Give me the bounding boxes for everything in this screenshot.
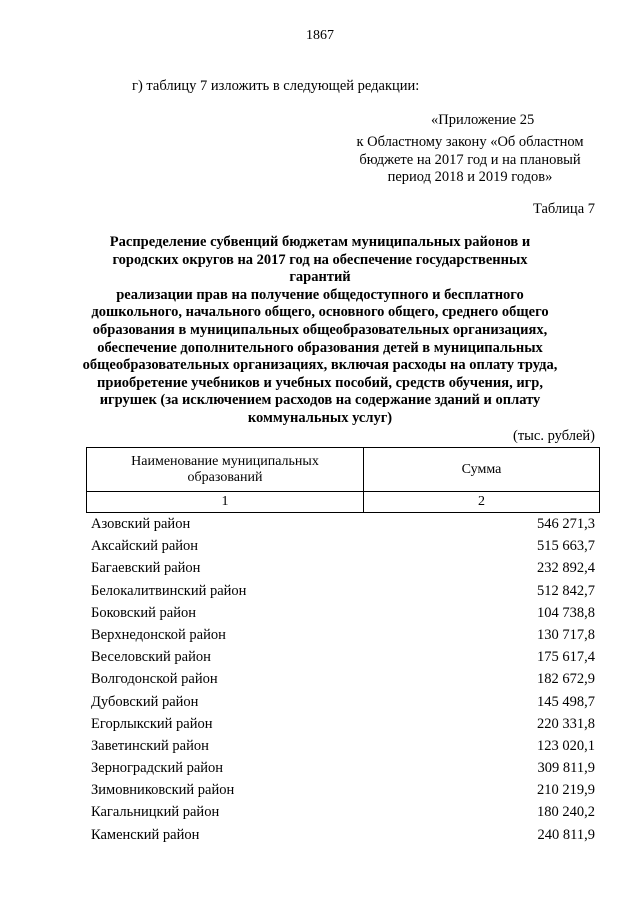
table-row [91, 649, 595, 671]
heading-line: общеобразовательных организациях, включая расходы на оплату труда, [82, 357, 558, 374]
municipality-name: Егорлыкский район [91, 715, 213, 732]
municipality-name: Зимовниковский район [91, 782, 235, 799]
municipality-name: Верхнедонской район [91, 626, 226, 643]
amount: 309 811,9 [537, 760, 595, 777]
table-row [91, 782, 595, 804]
municipality-name: Веселовский район [91, 649, 211, 666]
municipality-name: Белокалитвинский район [91, 582, 247, 599]
column-header-name [87, 448, 364, 492]
municipality-name: Каменский район [91, 826, 200, 843]
table-body [91, 516, 595, 849]
municipality-name: Зерноградский район [91, 760, 224, 777]
column-header-name-line: Наименование муниципальных [131, 453, 319, 469]
municipality-name: Багаевский район [91, 560, 201, 577]
column-number-2: 2 [364, 492, 600, 513]
heading-line: обеспечение дополнительного образования детей в муниципальных [97, 339, 543, 356]
table-heading [82, 234, 558, 428]
units-label: (тыс. рублей) [513, 428, 595, 444]
appendix-subtitle-line: к Областному закону «Об областном [356, 134, 584, 150]
heading-line: коммунальных услуг) [247, 409, 393, 426]
page-number: 1867 [306, 28, 334, 43]
heading-line: реализации прав на получение общедоступного и бесплатного [116, 286, 524, 303]
heading-line: приобретение учебников и учебных пособий, средств обучения, игр, [97, 374, 543, 391]
amount: 546 271,3 [537, 516, 595, 532]
table-row [91, 760, 595, 782]
heading-line: игрушек (за исключением расходов на содержание зданий и оплату [99, 392, 541, 409]
amount: 130 717,8 [537, 626, 595, 643]
appendix-subtitle-line: бюджете на 2017 год и на плановый [359, 151, 581, 168]
amount: 220 331,8 [537, 715, 595, 732]
municipality-name: Волгодонской район [91, 671, 218, 688]
table-row [91, 671, 595, 693]
amount: 123 020,1 [537, 737, 595, 754]
amount: 232 892,4 [537, 560, 595, 577]
table-row [91, 583, 595, 605]
amount: 145 498,7 [537, 693, 595, 710]
municipality-name: Дубовский район [91, 693, 199, 710]
amount: 515 663,7 [537, 538, 595, 555]
heading-line: городских округов на 2017 год на обеспечение государственных гарантий [112, 251, 528, 286]
table-row [91, 827, 595, 849]
table-label: Таблица 7 [532, 201, 595, 217]
table-row [91, 516, 595, 538]
table-row [91, 605, 595, 627]
column-header-sum: Сумма [364, 448, 600, 492]
table-row [91, 560, 595, 582]
municipality-name: Боковский район [91, 604, 196, 621]
column-header-name-line: образований [187, 469, 263, 485]
amount: 512 842,7 [537, 582, 595, 599]
table-row [91, 804, 595, 826]
amount: 240 811,9 [537, 826, 595, 843]
municipality-name: Азовский район [91, 516, 191, 532]
municipality-name: Аксайский район [91, 538, 199, 555]
column-number-1: 1 [87, 492, 364, 513]
table-row [91, 716, 595, 738]
table-header [86, 447, 600, 513]
municipality-name: Кагальницкий район [91, 804, 220, 821]
appendix-title: «Приложение 25 [431, 112, 535, 128]
table-row [91, 627, 595, 649]
amount: 104 738,8 [537, 604, 595, 621]
amount: 175 617,4 [537, 649, 595, 666]
amount: 180 240,2 [537, 804, 595, 821]
table-row [91, 738, 595, 760]
appendix-subtitle-line: период 2018 и 2019 годов» [387, 169, 553, 185]
heading-line: образования в муниципальных общеобразовательных организациях, [92, 321, 548, 338]
amount: 210 219,9 [537, 782, 595, 799]
table-row [91, 538, 595, 560]
appendix-subtitle [340, 134, 600, 187]
heading-line: дошкольного, начального общего, основного общего, среднего общего [91, 304, 549, 321]
heading-line: Распределение субвенций бюджетам муниципальных районов и [109, 234, 531, 250]
table-row [91, 694, 595, 716]
municipality-name: Заветинский район [91, 737, 209, 754]
amendment-instruction: г) таблицу 7 изложить в следующей редакции: [132, 78, 420, 94]
amount: 182 672,9 [537, 671, 595, 688]
